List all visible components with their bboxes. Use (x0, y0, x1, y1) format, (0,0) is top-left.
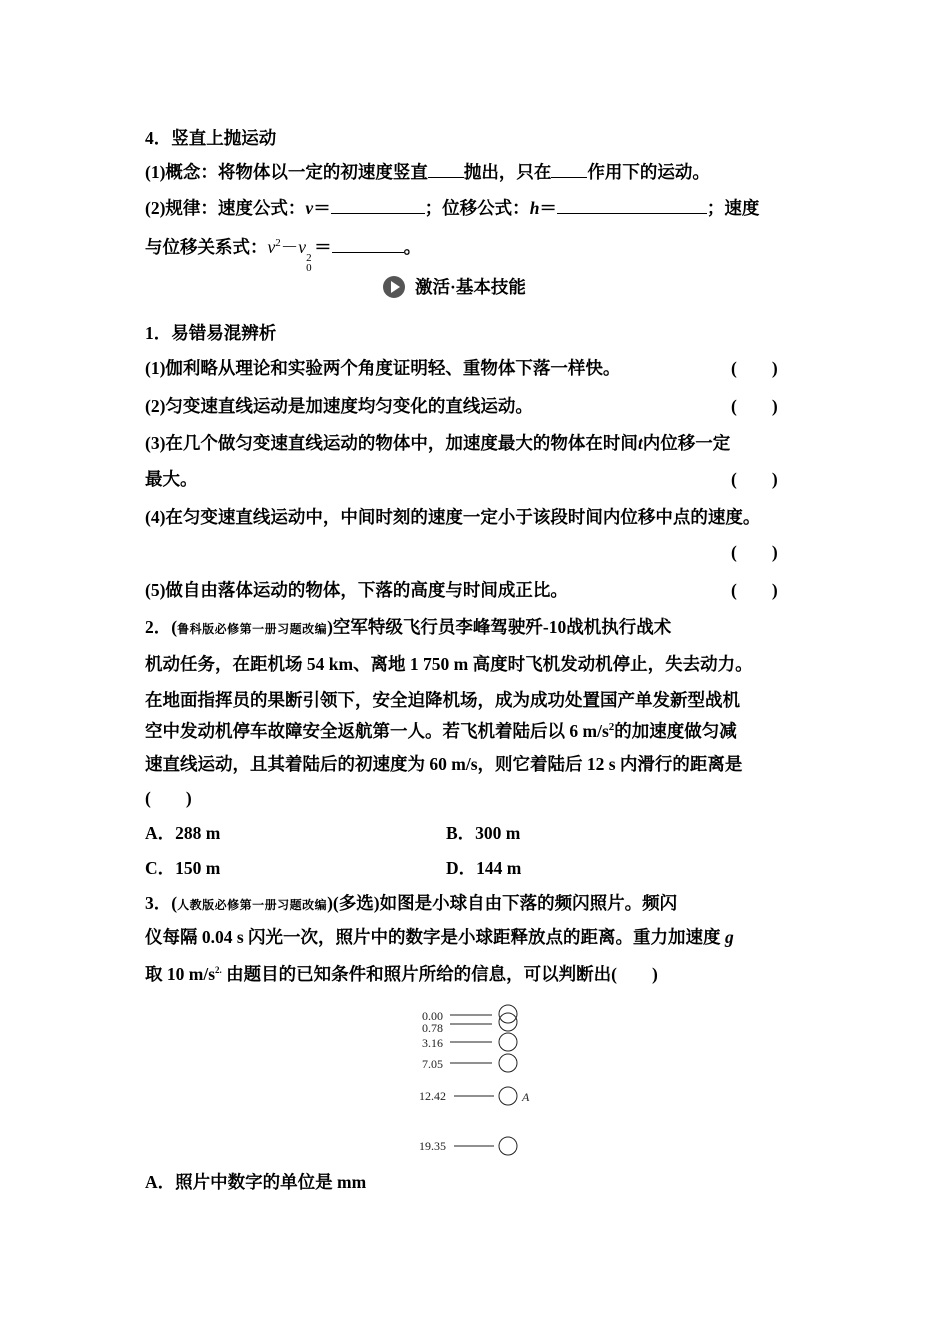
section-header (383, 274, 526, 300)
answer-paren: ( ) (731, 580, 778, 600)
q3-line-3 (145, 958, 658, 986)
fig-ball (499, 1137, 517, 1155)
sub-0: 0 (306, 262, 312, 274)
sup-2: 2 (275, 237, 281, 249)
q2-text-1: )空军特级飞行员李峰驾驶歼-10战机执行战术 (327, 617, 672, 637)
fig-label-5: 19.35 (419, 1139, 446, 1153)
fig-label-3: 7.05 (422, 1057, 443, 1071)
sup-2: 2. (215, 965, 222, 975)
var-v0: v (298, 237, 307, 257)
s4-law-a: (2)规律：速度公式： (145, 198, 306, 218)
q3-line-2 (145, 925, 734, 949)
blank-velocity-formula (331, 196, 425, 214)
fig-label-0: 0.00 (422, 1009, 443, 1023)
sup-2: 2 (306, 252, 312, 264)
q2-option-b[interactable]: B．300 m (446, 823, 521, 843)
eq-sign: ＝ (313, 198, 331, 218)
var-v: v (305, 198, 314, 218)
q2-line-2: 机动任务，在距机场 54 km、离地 1 750 m 高度时飞机发动机停止，失去动力。 (145, 654, 753, 674)
fig-label-1: 0.78 (422, 1021, 443, 1035)
q1-item-3-a: (3)在几个做匀变速直线运动的物体中，加速度最大的物体在时间 (145, 433, 638, 453)
q2-line-5: 速直线运动，且其着陆后的初速度为 60 m/s，则它着陆后 12 s 内滑行的距离是 (145, 754, 743, 774)
q1-title: 1．易错易混辨析 (145, 323, 277, 343)
q2-line-1 (145, 615, 671, 641)
q1-item-5: (5)做自由落体运动的物体，下落的高度与时间成正比。 (145, 580, 568, 600)
s4-relation-end: 。 (403, 237, 422, 257)
s4-law-line (145, 196, 759, 220)
var-h: h (529, 198, 540, 218)
var-g: g (724, 927, 734, 947)
q1-item-1: (1)伽利略从理论和实验两个角度证明轻、重物体下落一样快。 (145, 358, 621, 378)
q1-item-2: (2)匀变速直线运动是加速度均匀变化的直线运动。 (145, 396, 533, 416)
s4-concept-c: 作用下的运动。 (587, 162, 710, 182)
answer-paren: ( ) (731, 542, 778, 562)
fig-label-2: 3.16 (422, 1036, 443, 1050)
minus: － (280, 237, 299, 257)
q3-number: 3．( (145, 893, 178, 913)
s4-concept-line (145, 160, 710, 184)
q2-source: 鲁科版必修第一册习题改编 (177, 622, 328, 636)
fig-ball (499, 1005, 517, 1023)
q3-text-3a: 取 10 m/s (145, 964, 215, 984)
q1-item-4: (4)在匀变速直线运动中，中间时刻的速度一定小于该段时间内位移中点的速度。 (145, 507, 761, 527)
sup-2: 2 (608, 721, 615, 733)
play-icon (383, 276, 405, 298)
blank-relation (332, 235, 404, 253)
answer-paren: ( ) (731, 396, 778, 416)
q2-line-6: ( ) (145, 788, 192, 808)
blank-force (551, 160, 587, 178)
fig-marker-a: A (522, 1090, 530, 1104)
q2-number: 2．( (145, 617, 178, 637)
free-fall-strobe-figure (410, 1000, 550, 1160)
var-t: t (637, 433, 643, 453)
q3-line-1 (145, 891, 677, 917)
q1-item-3-c: 最大。 (145, 469, 198, 489)
fig-ball (499, 1054, 517, 1072)
fig-ball (499, 1087, 517, 1105)
section-title: 激活·基本技能 (415, 277, 526, 297)
q2-text-4b: 的加速度做匀减 (614, 721, 737, 741)
answer-paren: ( ) (731, 469, 778, 489)
q2-option-c[interactable]: C．150 m (145, 858, 221, 878)
s4-law-b: ；位移公式： (424, 198, 530, 218)
q2-text-4a: 空中发动机停车故障安全返航第一人。若飞机着陆后以 6 m/s (145, 721, 609, 741)
q2-line-4 (145, 715, 737, 743)
answer-paren: ( ) (731, 358, 778, 378)
q3-option-a[interactable]: A．照片中数字的单位是 mm (145, 1172, 367, 1192)
fig-label-4: 12.42 (419, 1089, 446, 1103)
q3-text-3b: 由题目的已知条件和照片所给的信息，可以判断出( ) (221, 964, 658, 984)
fig-ball (499, 1013, 517, 1031)
fig-ball (499, 1033, 517, 1051)
q2-option-a[interactable]: A．288 m (145, 823, 221, 843)
s4-relation-a: 与位移关系式： (145, 237, 268, 257)
blank-displacement-formula (557, 196, 707, 214)
q1-item-3 (145, 431, 730, 455)
q1-item-3-b: 内位移一定 (642, 433, 731, 453)
blank-direction (428, 160, 464, 178)
section4-title: 4．竖直上抛运动 (145, 128, 277, 148)
q3-source: 人教版必修第一册习题改编 (177, 898, 328, 912)
eq-sign: ＝ (539, 198, 557, 218)
q2-line-3: 在地面指挥员的果断引领下，安全迫降机场，成为成功处置国产单发新型战机 (145, 690, 740, 710)
var-v: v (267, 237, 276, 257)
s4-concept-b: 抛出，只在 (463, 162, 552, 182)
q3-text-2: 仪每隔 0.04 s 闪光一次，照片中的数字是小球距释放点的距离。重力加速度 (145, 927, 721, 947)
q2-option-d[interactable]: D．144 m (446, 858, 522, 878)
s4-relation-line (145, 231, 422, 274)
q3-text-1: )(多选)如图是小球自由下落的频闪照片。频闪 (327, 893, 678, 913)
s4-concept-a: (1)概念：将物体以一定的初速度竖直 (145, 162, 428, 182)
s4-law-c: ；速度 (706, 198, 760, 218)
eq-sign: ＝ (314, 237, 332, 257)
